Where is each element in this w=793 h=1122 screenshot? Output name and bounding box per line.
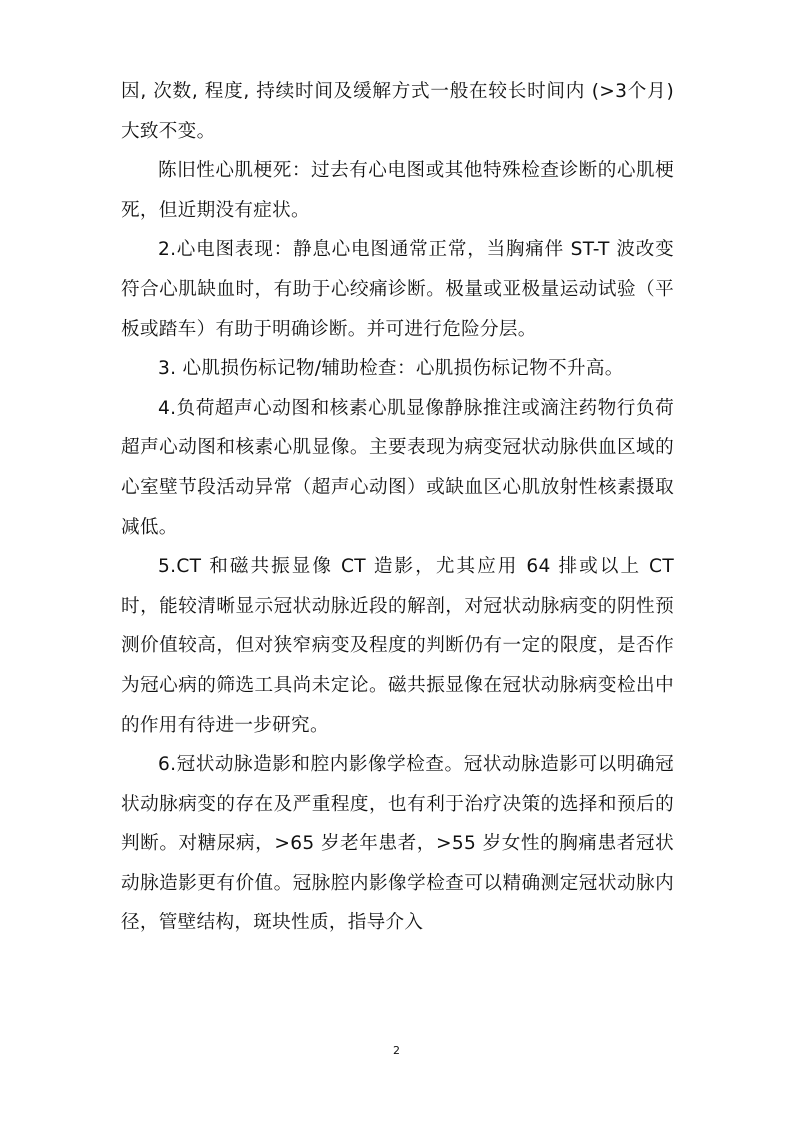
paragraph-ct-mri: 5.CT 和磁共振显像 CT 造影，尤其应用 64 排或以上 CT 时，能较清晰显示冠状动脉近段的解剖，对冠状动脉病变的阴性预测价值较高，但对狭窄病变及程度的判断仍有一定的限度，是否作为冠心病的筛选工具尚未定论。磁共振显像在冠状动脉病变检出中的作用有待进一步研究。	[121, 556, 674, 736]
paragraph-angiography: 6.冠状动脉造影和腔内影像学检查。冠状动脉造影可以明确冠状动脉病变的存在及严重程度，也有利于治疗决策的选择和预后的判断。对糖尿病，>65 岁老年患者，>55 岁女性的胸痛患者冠状动脉造影更有价值。冠脉腔内影像学检查可以精确测定冠状动脉内径，管壁结构，斑块性质，指导介入	[121, 754, 674, 934]
paragraph-stress-echo: 4.负荷超声心动图和核素心肌显像静脉推注或滴注药物行负荷超声心动图和核素心肌显像。主要表现为病变冠状动脉供血区域的心室壁节段活动异常（超声心动图）或缺血区心肌放射性核素摄取减低。	[121, 397, 674, 538]
paragraph-continuation: 因, 次数, 程度, 持续时间及缓解方式一般在较长时间内 (>3个月) 大致不变。	[121, 81, 674, 142]
paragraph-old-myocardial-infarction: 陈旧性心肌梗死：过去有心电图或其他特殊检查诊断的心肌梗死，但近期没有症状。	[121, 160, 674, 221]
paragraph-markers: 3. 心肌损伤标记物/辅助检查：心肌损伤标记物不升高。	[158, 358, 624, 380]
paragraph-ecg: 2.心电图表现：静息心电图通常正常，当胸痛伴 ST-T 波改变符合心肌缺血时，有助于心绞痛诊断。极量或亚极量运动试验（平板或踏车）有助于明确诊断。并可进行危险分层。	[121, 239, 674, 340]
document-body	[121, 72, 674, 943]
page-number: 2	[393, 1044, 400, 1057]
